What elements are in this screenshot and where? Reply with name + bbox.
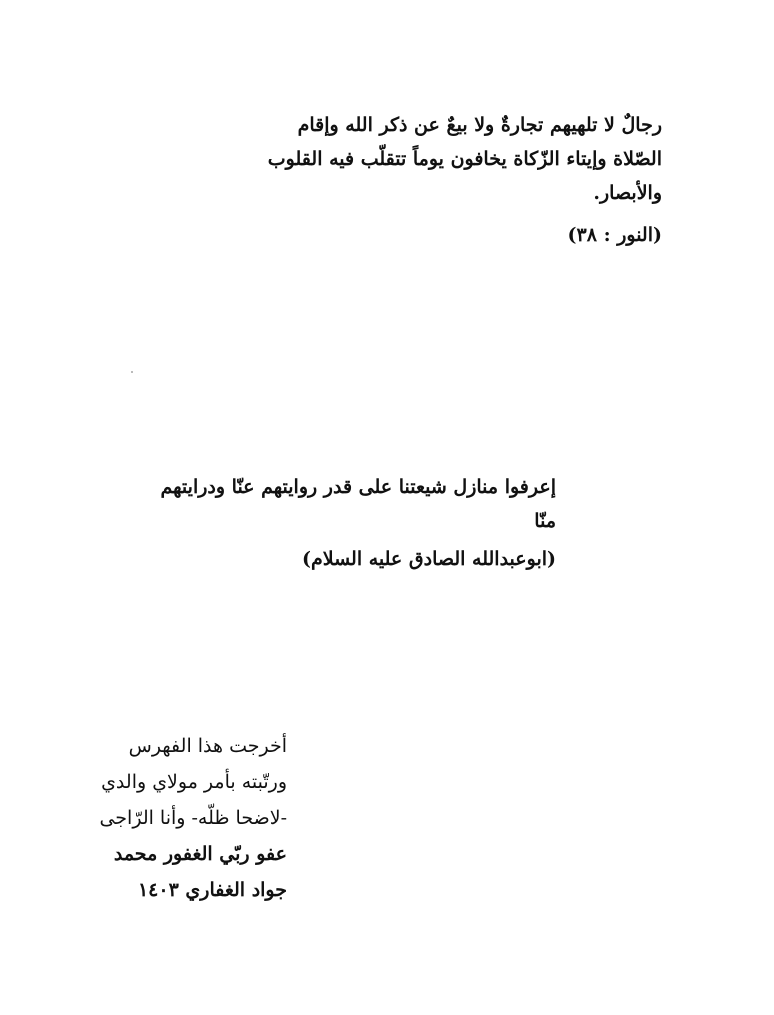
quran-verse-line: والأبصار. xyxy=(593,182,662,204)
dedication-block xyxy=(99,728,287,908)
quran-verse-reference: (النور : ٣٨) xyxy=(567,224,662,246)
dedication-line: أخرجت هذا الفهرس xyxy=(128,735,287,757)
dedication-line: جواد الغفاري ١٤٠٣ xyxy=(137,879,287,901)
scan-speck xyxy=(131,371,133,373)
dedication-line: عفو ربّي الغفور محمد xyxy=(113,843,287,865)
hadith-attribution: (ابوعبدالله الصادق عليه السلام) xyxy=(302,548,556,570)
dedication-line: -لاضحا ظلّه- وأنا الرّاجى xyxy=(99,807,287,829)
hadith-line: منّا xyxy=(534,510,556,532)
hadith-block xyxy=(160,470,556,576)
dedication-line: ورتّبته بأمر مولاي والدي xyxy=(101,771,287,793)
quran-verse-block xyxy=(267,108,662,252)
hadith-line: إعرفوا منازل شيعتنا على قدر روايتهم عنّا ودرايتهم xyxy=(160,476,556,498)
quran-verse-line: الصّلاة وإيتاء الزّكاة يخافون يوماً تتقلّب فيه القلوب xyxy=(267,148,662,170)
quran-verse-line: رجالٌ لا تلهيهم تجارةٌ ولا بيعٌ عن ذكر الله وإقام xyxy=(297,114,662,136)
